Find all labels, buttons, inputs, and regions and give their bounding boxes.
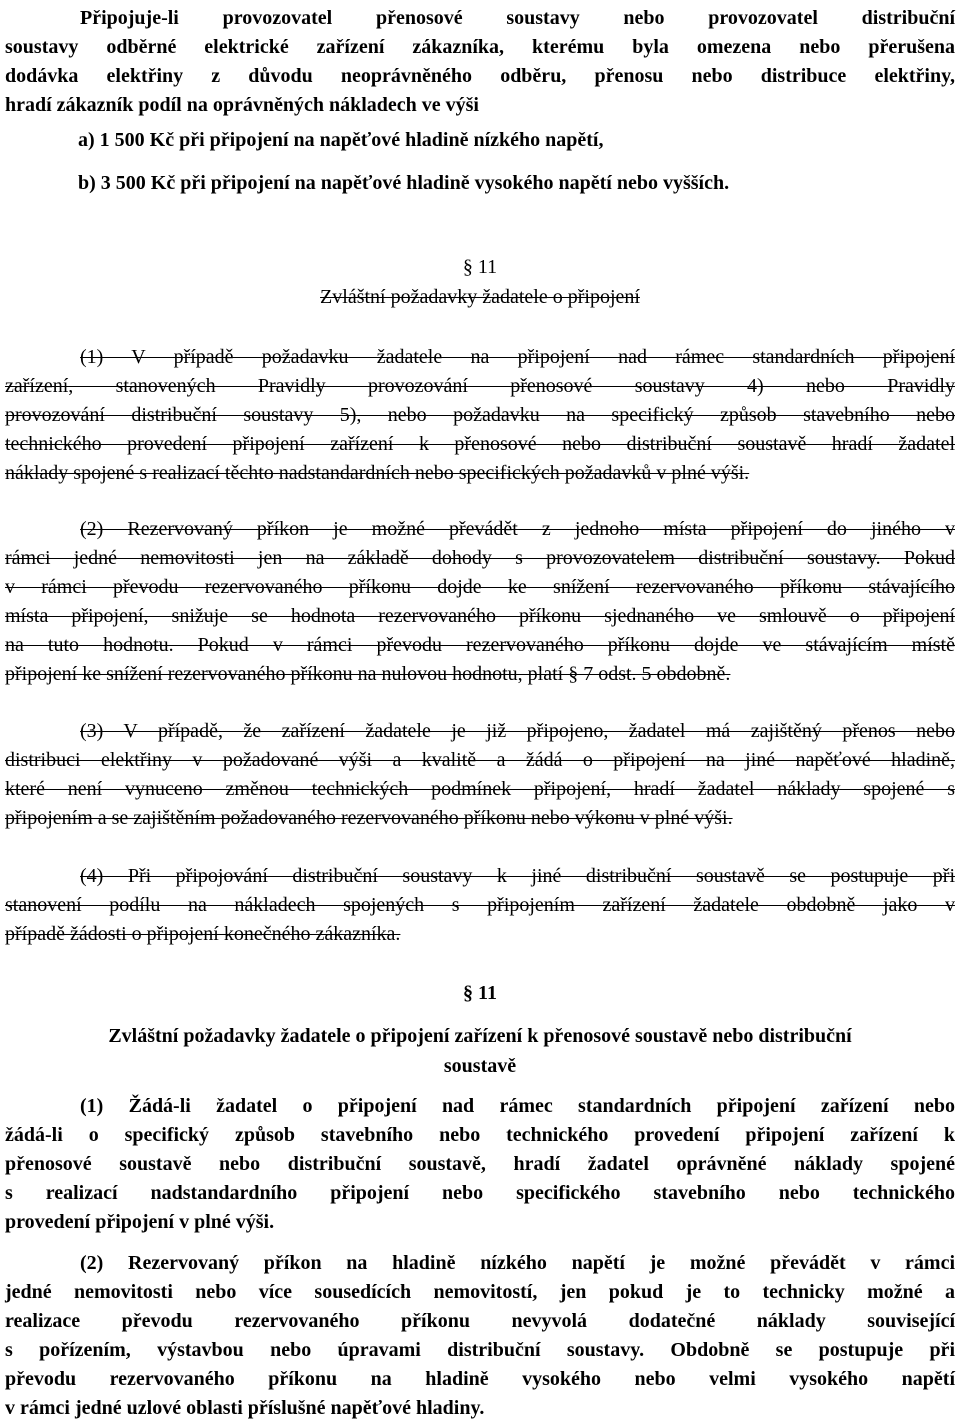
paragraph-line: s pořízením, výstavbou nebo úpravami distribuční soustavy. Obdobně se postupuje při [5, 1339, 955, 1361]
intro-line: hradí zákazník podíl na oprávněných nákladech ve výši [5, 94, 479, 116]
paragraph-line: (1) Žádá-li žadatel o připojení nad rámec standardních připojení zařízení nebo [80, 1095, 955, 1117]
paragraph-line: místa připojení, snižuje se hodnota rezervovaného příkonu sjednaného ve smlouvě o připojení [5, 605, 955, 627]
intro-line: dodávka elektřiny z důvodu neoprávněného odběru, přenosu nebo distribuce elektřiny, [5, 65, 955, 87]
new-paragraph-1 [5, 1092, 955, 1237]
paragraph-line: případě žádosti o připojení konečného zákazníka. [5, 923, 401, 945]
new-section-title-line: soustavě [443, 1055, 517, 1077]
paragraph-line: realizace převodu rezervovaného příkonu nevyvolá dodatečné náklady související [5, 1310, 955, 1332]
old-section-title: Zvláštní požadavky žadatele o připojení [320, 286, 640, 308]
list-item-a: a) 1 500 Kč při připojení na napěťové hladině nízkého napětí, [78, 129, 604, 151]
new-section-number: § 11 [463, 982, 497, 1004]
paragraph-line: technického provedení připojení zařízení k přenosové nebo distribuční soustavě hradí žadatel [5, 433, 955, 455]
new-paragraph-2 [5, 1249, 955, 1423]
intro-line: soustavy odběrné elektrické zařízení zákazníka, kterému byla omezena nebo přerušena [5, 36, 955, 58]
paragraph-line: žádá-li o specifický způsob stavebního nebo technického provedení připojení zařízení k [5, 1124, 955, 1146]
new-section-title [5, 1021, 955, 1081]
paragraph-line: (4) Při připojování distribuční soustavy k jiné distribuční soustavě se postupuje při [80, 865, 955, 887]
paragraph-line: na tuto hodnotu. Pokud v rámci převodu rezervovaného příkonu dojde ve stávajícím místě [5, 634, 955, 656]
paragraph-line: v rámci převodu rezervovaného příkonu dojde ke snížení rezervovaného příkonu stávajícího [5, 576, 955, 598]
old-paragraph-3 [5, 717, 955, 833]
paragraph-line: náklady spojené s realizací těchto nadstandardních nebo specifických požadavků v plné výši. [5, 462, 750, 484]
paragraph-line: distribuci elektřiny v požadované výši a kvalitě a žádá o připojení na jiné napěťové hladině, [5, 749, 955, 771]
new-section-title-line: Zvláštní požadavky žadatele o připojení zařízení k přenosové soustavě nebo distribuční [108, 1025, 852, 1047]
paragraph-line: (1) V případě požadavku žadatele na připojení nad rámec standardních připojení [80, 346, 955, 368]
paragraph-line: rámci jedné nemovitosti jen na základě dohody s provozovatelem distribuční soustavy. Pokud [5, 547, 955, 569]
paragraph-line: provozování distribuční soustavy 5), nebo požadavku na specifický způsob stavebního nebo [5, 404, 955, 426]
intro-line: Připojuje-li provozovatel přenosové soustavy nebo provozovatel distribuční [80, 7, 955, 29]
paragraph-line: zařízení, stanovených Pravidly provozování přenosové soustavy 4) nebo Pravidly [5, 375, 955, 397]
list-item-b: b) 3 500 Kč při připojení na napěťové hladině vysokého napětí nebo vyšších. [78, 172, 730, 194]
old-paragraph-4 [5, 862, 955, 949]
paragraph-line: provedení připojení v plné výši. [5, 1211, 275, 1233]
old-paragraph-2 [5, 515, 955, 689]
paragraph-line: (2) Rezervovaný příkon na hladině nízkého napětí je možné převádět v rámci [80, 1252, 955, 1274]
paragraph-line: (2) Rezervovaný příkon je možné převádět z jednoho místa připojení do jiného v [80, 518, 955, 540]
paragraph-line: připojením a se zajištěním požadovaného rezervovaného příkonu nebo výkonu v plné výši. [5, 807, 733, 829]
paragraph-line: převodu rezervovaného příkonu na hladině vysokého nebo velmi vysokého napětí [5, 1368, 955, 1390]
paragraph-line: jedné nemovitosti nebo více sousedících nemovitostí, jen pokud je to technicky možné a [5, 1281, 955, 1303]
old-section-number: § 11 [462, 256, 498, 278]
old-paragraph-1 [5, 343, 955, 488]
paragraph-line: přenosové soustavě nebo distribuční soustavě, hradí žadatel oprávněné náklady spojené [5, 1153, 955, 1175]
paragraph-line: připojení ke snížení rezervovaného příkonu na nulovou hodnotu, platí § 7 odst. 5 obdobně. [5, 663, 731, 685]
paragraph-line: stanovení podílu na nákladech spojených s připojením zařízení žadatele obdobně jako v [5, 894, 955, 916]
intro-paragraph [5, 4, 955, 120]
paragraph-line: (3) V případě, že zařízení žadatele je již připojeno, žadatel má zajištěný přenos nebo [80, 720, 955, 742]
paragraph-line: které není vynuceno změnou technických podmínek připojení, hradí žadatel náklady spojené s [5, 778, 955, 800]
paragraph-line: v rámci jedné uzlové oblasti příslušné napěťové hladiny. [5, 1397, 485, 1419]
paragraph-line: s realizací nadstandardního připojení nebo specifického stavebního nebo technického [5, 1182, 955, 1204]
